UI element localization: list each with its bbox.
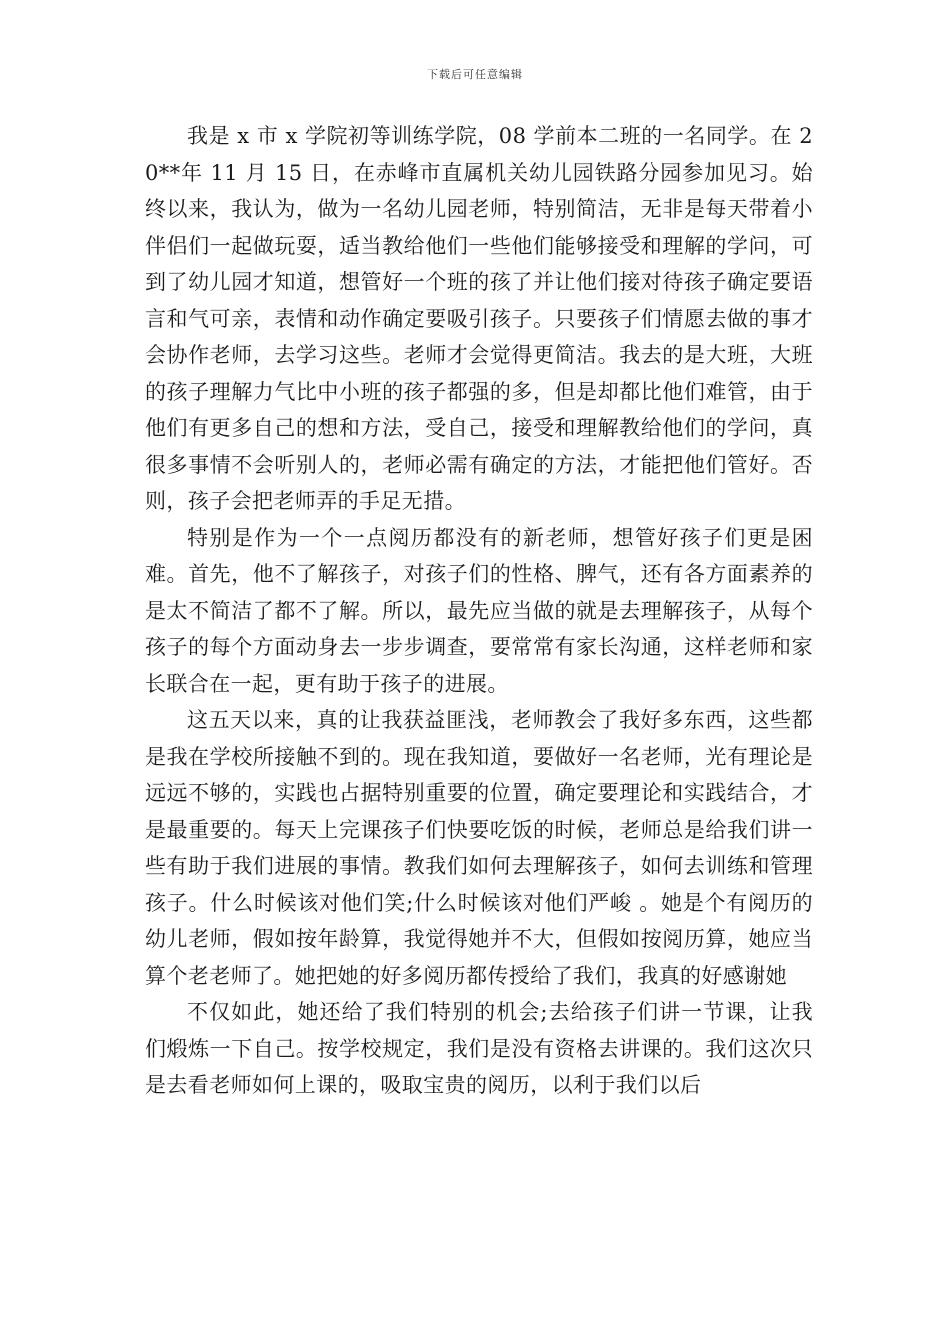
document-body xyxy=(145,118,813,1104)
page-header-note: 下载后可任意编辑 xyxy=(427,68,523,81)
paragraph-1: 我是 x 市 x 学院初等训练学院，08 学前本二班的一名同学。在 20**年 11 月 15 日，在赤峰市直属机关幼儿园铁路分园参加见习。始终以来，我认为，做为一名幼儿园老师，特别简洁，无非是每天带着小伴侣们一起做玩耍，适当教给他们一些他们能够接受和理解的学问，可到了幼儿园才知道，想管好一个班的孩了并让他们接对待孩子确定要语言和气可亲，表情和动作确定要吸引孩子。只要孩子们情愿去做的事才会协作老师，去学习这些。老师才会觉得更简洁。我去的是大班，大班的孩子理解力气比中小班的孩子都强的多，但是却都比他们难管，由于他们有更多自己的想和方法，受自己，接受和理解教给他们的学问，真很多事情不会听别人的，老师必需有确定的方法，才能把他们管好。否则，孩子会把老师弄的手足无措。 xyxy=(145,124,813,513)
paragraph-4: 不仅如此，她还给了我们特别的机会;去给孩子们讲一节课，让我们煅炼一下自己。按学校规定，我们是没有资格去讲课的。我们这次只是去看老师如何上课的，吸取宝贵的阅历，以利于我们以后 xyxy=(145,1000,813,1097)
paragraph-2: 特别是作为一个一点阅历都没有的新老师，想管好孩子们更是困难。首先，他不了解孩子，对孩子们的性格、脾气，还有各方面素养的是太不简洁了都不了解。所以，最先应当做的就是去理解孩子，从每个孩子的每个方面动身去一步步调查，要常常有家长沟通，这样老师和家长联合在一起，更有助于孩子的进展。 xyxy=(145,525,813,696)
paragraph-3: 这五天以来，真的让我获益匪浅，老师教会了我好多东西，这些都是我在学校所接触不到的。现在我知道，要做好一名老师，光有理论是远远不够的，实践也占据特别重要的位置，确定要理论和实践结合，才是最重要的。每天上完课孩子们快要吃饭的时候，老师总是给我们讲一些有助于我们进展的事情。教我们如何去理解孩子，如何去训练和管理孩子。什么时候该对他们笑;什么时候该对他们严峻 。她是个有阅历的幼儿老师，假如按年龄算，我觉得她并不大，但假如按阅历算，她应当算个老老师了。她把她的好多阅历都传授给了我们，我真的好感谢她 xyxy=(145,708,813,988)
